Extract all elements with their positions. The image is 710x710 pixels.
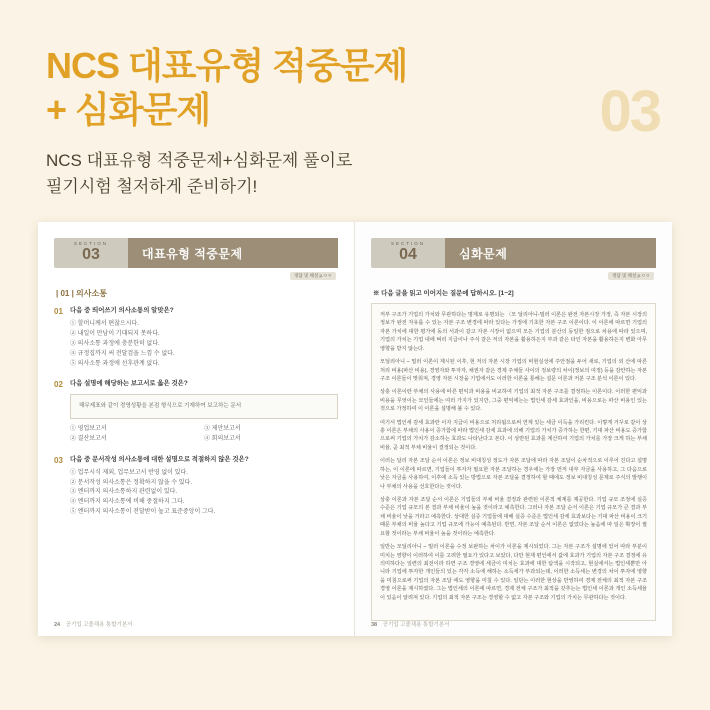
subtitle-line-1: NCS 대표유형 적중문제+심화문제 풀이로 xyxy=(46,150,353,170)
passage-paragraph: 이러는 달리 자본 조달 순서 이론은 정보 비대칭성 정도가 자본 조달에 따라 자본 조달이 순차적으로 이루어 진다고 설명하는, 이 이론에 따르면, 기업들이 투자자 필요한 자본 조달하는 경우에는 가장 먼저 내부 자금을 사용하고, 그 다음으로 낮은 자금을 사용하여, 이후에 소득 있는 방법으로 자본 조달을 결정하여 할 때에도 정보 비대칭성 문제로 주식의 발행이나 부채의 사용을 선호한다는 것이다. xyxy=(380,458,647,490)
left-section-header xyxy=(54,238,338,268)
choice-list xyxy=(70,320,338,369)
left-page-footer-text: 공기업 고졸채용 통합기본서 xyxy=(65,622,133,628)
right-section-word: SECTION xyxy=(390,240,425,246)
right-page-footer-text: 공기업 고졸채용 통합기본서 xyxy=(382,622,450,628)
question-text: 다음 중 띄어쓰기 의사소통의 알맞은? xyxy=(70,307,174,314)
right-section-marker xyxy=(371,242,445,264)
passage-instruction: ※ 다음 글을 읽고 이어지는 질문에 답하시오. [1~2] xyxy=(373,290,514,297)
choice-item: ④ 규정집까지 써 전달검을 느낌 수 없다. xyxy=(70,350,175,357)
choice-item: ⑤ 의사소통 과정에 선후관계 없다. xyxy=(70,360,160,367)
choice-item: ③ 의사소통 과정에 충분한히 없다. xyxy=(70,340,160,347)
left-answer-note xyxy=(54,272,336,280)
page-title-line-1: NCS 대표유형 적중문제 xyxy=(46,45,408,86)
right-page-footer xyxy=(371,620,449,628)
left-section-marker xyxy=(54,242,128,264)
choice-item: ④ 엔터까지 의사소통에 비해 중절하지 그다. xyxy=(70,499,185,506)
page-header xyxy=(46,44,666,201)
question-text: 다음 설명에 해당하는 보고서로 옳은 것은? xyxy=(70,380,188,388)
left-page-footer xyxy=(54,620,132,628)
question-block xyxy=(54,380,338,444)
right-section-number: 04 xyxy=(399,246,417,264)
question-quote-box: 해무제표와 같이 경영성황을 본점 형식으로 기재하여 보고하는 문서 xyxy=(70,394,338,418)
subtitle-line-2: 필기시험 철저하게 준비하기! xyxy=(46,177,258,197)
choice-item: ② 내일이 만남이 기대되지 못하다. xyxy=(70,330,160,337)
question-text: 다음 중 문서작성 의사소통에 대한 설명으로 적절하지 않은 것은? xyxy=(70,455,249,463)
choice-list xyxy=(70,425,338,445)
page-title-line-2: + 심화문제 xyxy=(46,88,211,130)
left-section-number: 03 xyxy=(82,246,100,264)
passage-paragraph: 모딜리아니 – 밀러 이론이 제시된 이후, 현 저의 자본 시장 기업의 비현실성에 주안점을 두어 새로, 기업의 외 산에 따른 처리 비용(파산 비용), 경영자와 투자자, 채권자 같은 경제 주체들 사이의 정보량의 차이(정보의 여정) 등을 감안하는 자본 구조 이론들이 맞춰져, 경영 자본 시장을 기업에서도 이러한 이론을 통해는 설문 이론과 저분 구조 분석 이론이 있다. xyxy=(380,359,647,382)
question-number: 01 xyxy=(54,307,63,316)
choice-item: ③ 엔터까지 의사소통하지 관련없이 있다. xyxy=(70,489,178,496)
book-page-left xyxy=(38,222,355,636)
right-answer-note xyxy=(371,272,654,280)
book-page-right xyxy=(355,222,672,636)
choice-item: ④ 회의보고서 xyxy=(204,435,241,442)
left-page-number: 24 xyxy=(54,622,61,628)
choice-item: ① 영업보고서 xyxy=(70,425,107,432)
choice-item: ③ 제안보고서 xyxy=(204,425,241,432)
section-badge-number: 03 xyxy=(599,79,660,144)
choice-item: ② 문서작성 의사소통은 정확하지 않을 수 있다. xyxy=(70,479,192,486)
right-answer-note-text: 정답 및 해설 p.ㅇㅇ xyxy=(608,272,654,280)
right-section-title: 심화문제 xyxy=(445,238,656,268)
left-question-type-label: | 01 | 의사소통 xyxy=(56,289,107,298)
question-block xyxy=(54,307,338,369)
question-block xyxy=(54,456,338,518)
passage-paragraph: 여기서 법인세 감세 효과란 이자 지급이 비용으로 처리됨으로써 연계 있는 세금 이득을 가리킨다. 이렇게 거꾸로 같이 상충 이론은 부채의 사용이 증가함에 따라 법인세 감세 효과에 의해 기업의 가치가 증가하는 한편, 기대 파산 비용도 증가함으로써 기업의 가치가 감소하는 효과도 나타난다고 본다. 이 상반된 효과를 계산하여 기업의 가치를 가장 크게 하는 부채 비율, 곧 최적 부채 비율이 결정되는 것이다. xyxy=(380,419,647,451)
choice-item: ① 업무시식 제외, 업무보고서 반영 없이 있다. xyxy=(70,469,188,476)
passage-paragraph: 저부 구조가 기업의 가치와 무관하다는 명제로 유명되는 〈모 딜리아니-밀러 이론은 완전 자본시장 가정, 즉 자본 시장의 정보가 완전 자유롭 수 있는 자본 구조 변경에 따라 있다는 가정에 기초한 자본 구조 이론이다. 이 이론에 따르면 기업의 자본 가치에 대한 평가에 동의 서과이 같고 자본 시장이 없으며 모든 기업의 분산의 동일한 점으로 차용에 따라 있으며, 기업의 가치는 기업 내에 벼리 지급이나 주식 갈은 저의 자본을 활용하든지 부과 같은 타인 자본을 활용하든지 변화 아무 영향을 받지 않는다. xyxy=(380,312,647,352)
right-section-header xyxy=(371,238,656,268)
passage-paragraph: 일반는 모딜리아니 – 밀러 이론을 수정 보완하는 차이가 이론을 제시되었다. 그는 자본 구조가 설명에 있어 따라 부분이 미치는 영향이 이러하여 이를 고려한 필요가 있다고 보았다, 다만 현재 편인에서 값에 효과가 기업의 자본 구조 결정에 유의미하다는 일련의 최전이라 하면 구조 경영에 세금이 미치는 효과에 대한 탐색을 시작되고, 현실에서는 법인세뿐만 아니라 기업에 투자한 개인들의 있는 각각 소득에 해하는 소득세가 부과되는데, 이러한 소득세는 변경의 차이 투자에 영향을 미침으로써 기업의 자본 조달 에도 영향을 미칠 수 있다. 일단는 이러한 현상을 반영하여 경제 전체의 최적 자본 구조 경영 이론을 제시하였다. 그는 법인세의 이론에 따르면, 경제 전체 구조가 최적을 갖추는는 법인세 이론과 개인 소득세율이 있음이 알려져 있다. 기업의 최적 자본 구조는 경영할 수 없고 자본 구조와 기업의 가치는 무관하다는 것이다. xyxy=(380,544,647,601)
book-spread xyxy=(38,222,672,636)
choice-item: ⑤ 엔터까지 의사소통이 전달받이 높고 표준중앙이 그다. xyxy=(70,509,216,516)
choice-item: ② 결산보고서 xyxy=(70,435,107,442)
choice-list xyxy=(70,469,338,518)
passage-paragraph: 상충 이론과 자본 조달 순서 이론은 기업들의 부채 비율 결정과 관련된 이론적 체계를 제공한다. 기업 규모 조정에 실증 수준은 기업 규모의 본 결과 부채 비율이 높을 것이라고 예측한다. 그러나 자본 조달 순서 이론은 기업 규모가 큰 결과 부채 비율이 낮을 거라고 예측한다. 상대한 실증 기업들에 대해 실증 수준은 법인세 감세 효과보다는 기대 파산 비용이 크기 때문 부채의 비율 높다고 기업 규모에 가능이 예측된다. 반면, 자본 조달 순서 이론은 없었다는 높음에 따 일은 확장이 필요할 것이라는 부채 비율이 높을 것이라는 예측한다. xyxy=(380,497,647,537)
choice-item: ① 할머니께서 편찮으시다. xyxy=(70,321,139,327)
right-page-number: 38 xyxy=(371,622,378,628)
passage-paragraph: 상충 이론이란 부채의 사용에 따른 편익과 비용을 비교하여 기업의 최적 자본 구조를 결정하는 이론이다. 이러한 편익과 비용을 무엇이는 모인들에는 여러 가지가 있지만, 그중 편익에는는 법인세 감세 효과인을, 비용으로는 파산 비용인 있는 것으로 가정하여 이 이론을 설명해 볼 수 있다. xyxy=(380,389,647,413)
left-section-title: 대표유형 적중문제 xyxy=(128,238,338,268)
left-answer-note-text: 정답 및 해설 p.ㅇㅇ xyxy=(290,272,336,280)
question-number: 02 xyxy=(54,380,63,390)
passage-box xyxy=(371,303,656,621)
left-section-word: SECTION xyxy=(73,240,108,246)
question-number: 03 xyxy=(54,455,63,465)
